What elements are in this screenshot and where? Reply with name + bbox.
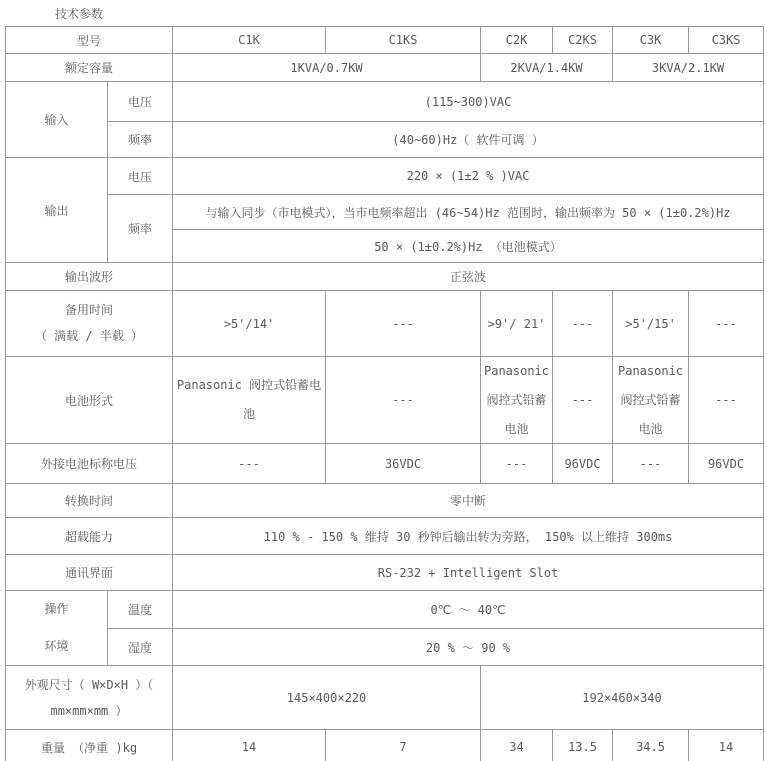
- backup-c3ks: ---: [689, 291, 764, 357]
- row-input-frequency: [6, 122, 764, 158]
- model-row-label: 型号: [6, 27, 173, 54]
- capacity-3k: 3KVA/2.1KW: [613, 54, 764, 82]
- backup-time-label: [6, 291, 173, 357]
- input-voltage-label: 电压: [108, 82, 173, 122]
- row-temperature: [6, 591, 764, 629]
- spec-table: [5, 26, 764, 761]
- weight-c3k: 34.5: [613, 730, 689, 761]
- environment-label-line1: 操作: [44, 602, 69, 617]
- backup-c1k: >5'/14': [173, 291, 326, 357]
- model-c3k: C3K: [613, 27, 689, 54]
- row-ext-battery-voltage: [6, 444, 764, 484]
- battery-c3ks: ---: [689, 357, 764, 444]
- weight-c1k: 14: [173, 730, 326, 761]
- row-input-voltage: [6, 82, 764, 122]
- output-frequency-label: 频率: [108, 195, 173, 263]
- temperature-label: 温度: [108, 591, 173, 629]
- input-voltage-value: (115~300)VAC: [173, 82, 764, 122]
- output-label: 输出: [6, 158, 108, 263]
- model-c1ks: C1KS: [326, 27, 481, 54]
- backup-c3k: >5'/15': [613, 291, 689, 357]
- ext-battery-c1k: ---: [173, 444, 326, 484]
- comm-interface-label: 通讯界面: [6, 555, 173, 591]
- battery-c3k: Panasonic 阀控式铅蓄电池: [613, 357, 689, 444]
- row-dimensions: [6, 666, 764, 730]
- model-c2k: C2K: [481, 27, 553, 54]
- output-voltage-value: 220 × (1±2 % )VAC: [173, 158, 764, 195]
- ext-battery-c3k: ---: [613, 444, 689, 484]
- output-frequency-battery-mode: 50 × (1±0.2%)Hz （电池模式）: [173, 230, 764, 263]
- backup-c2k: >9'/ 21': [481, 291, 553, 357]
- ext-battery-c3ks: 96VDC: [689, 444, 764, 484]
- dimensions-label: [6, 666, 173, 730]
- ext-battery-c1ks: 36VDC: [326, 444, 481, 484]
- input-frequency-label: 频率: [108, 122, 173, 158]
- model-c2ks: C2KS: [553, 27, 613, 54]
- transfer-time-value: 零中断: [173, 484, 764, 518]
- weight-c2ks: 13.5: [553, 730, 613, 761]
- backup-time-label-line1: 备用时间: [65, 303, 114, 318]
- row-transfer-time: [6, 484, 764, 518]
- row-waveform: [6, 263, 764, 291]
- row-output-voltage: [6, 158, 764, 195]
- row-model: [6, 27, 764, 54]
- row-backup-time: [6, 291, 764, 357]
- input-label: 输入: [6, 82, 108, 158]
- ext-battery-label: 外接电池标称电压: [6, 444, 173, 484]
- battery-c2k: Panasonic 阀控式铅蓄电池: [481, 357, 553, 444]
- weight-c1ks: 7: [326, 730, 481, 761]
- weight-c2k: 34: [481, 730, 553, 761]
- battery-type-label: 电池形式: [6, 357, 173, 444]
- temperature-value: 0℃ ～ 40℃: [173, 591, 764, 629]
- environment-label: [6, 591, 108, 666]
- humidity-label: 湿度: [108, 629, 173, 666]
- ext-battery-c2k: ---: [481, 444, 553, 484]
- row-weight: [6, 730, 764, 761]
- environment-label-line2: 环境: [44, 639, 69, 654]
- battery-c1ks: ---: [326, 357, 481, 444]
- dimensions-label-line2: mm×mm×mm ）: [50, 703, 128, 718]
- backup-c2ks: ---: [553, 291, 613, 357]
- row-output-frequency-line: [6, 195, 764, 230]
- page-title: 技术参数: [55, 7, 104, 21]
- row-overload: [6, 518, 764, 555]
- weight-c3ks: 14: [689, 730, 764, 761]
- ext-battery-c2ks: 96VDC: [553, 444, 613, 484]
- row-capacity: [6, 54, 764, 82]
- humidity-value: 20 % ～ 90 %: [173, 629, 764, 666]
- overload-label: 超载能力: [6, 518, 173, 555]
- backup-time-label-line2: （ 满载 / 半载 ）: [34, 328, 144, 343]
- backup-c1ks: ---: [326, 291, 481, 357]
- weight-label: 重量 （净重 )kg: [6, 730, 173, 761]
- output-frequency-line-mode: 与输入同步（市电模式），当市电频率超出 (46~54)Hz 范围时，输出频率为 50 × (1±0.2%)Hz: [173, 195, 764, 230]
- waveform-value: 正弦波: [173, 263, 764, 291]
- output-voltage-label: 电压: [108, 158, 173, 195]
- row-battery-type: [6, 357, 764, 444]
- capacity-1k: 1KVA/0.7KW: [173, 54, 481, 82]
- overload-value: 110 % - 150 % 维持 30 秒钟后输出转为旁路， 150% 以上维持 300ms: [173, 518, 764, 555]
- comm-interface-value: RS-232 + Intelligent Slot: [173, 555, 764, 591]
- row-comm-interface: [6, 555, 764, 591]
- waveform-label: 输出波形: [6, 263, 173, 291]
- model-c3ks: C3KS: [689, 27, 764, 54]
- row-humidity: [6, 629, 764, 666]
- dimensions-1k: 145×400×220: [173, 666, 481, 730]
- battery-c1k: Panasonic 阀控式铅蓄电池: [173, 357, 326, 444]
- input-frequency-value: (40~60)Hz（ 软件可调 ）: [173, 122, 764, 158]
- transfer-time-label: 转换时间: [6, 484, 173, 518]
- model-c1k: C1K: [173, 27, 326, 54]
- dimensions-label-line1: 外观尺寸（ W×D×H ）（: [24, 677, 154, 692]
- battery-c2ks: ---: [553, 357, 613, 444]
- capacity-2k: 2KVA/1.4KW: [481, 54, 613, 82]
- capacity-label: 额定容量: [6, 54, 173, 82]
- dimensions-2k3k: 192×460×340: [481, 666, 764, 730]
